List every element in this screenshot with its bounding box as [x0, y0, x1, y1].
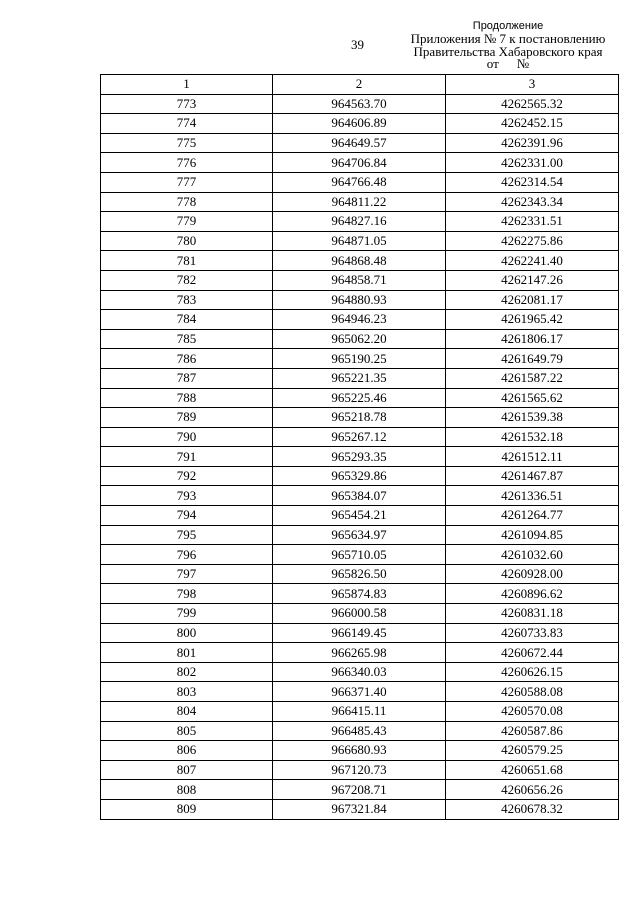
- table-row: [101, 212, 619, 232]
- y-coordinate-cell: 4260831.18: [446, 604, 619, 624]
- x-coordinate-cell: 964827.16: [273, 212, 446, 232]
- point-number-cell: 799: [101, 604, 273, 624]
- table-row: [101, 545, 619, 565]
- x-coordinate-cell: 966265.98: [273, 643, 446, 663]
- point-number-cell: 809: [101, 799, 273, 819]
- x-coordinate-cell: 966340.03: [273, 662, 446, 682]
- coordinates-table-body: [101, 75, 619, 820]
- header-from-label: от: [486, 56, 499, 71]
- y-coordinate-cell: 4260672.44: [446, 643, 619, 663]
- point-number-cell: 778: [101, 192, 273, 212]
- point-number-cell: 797: [101, 564, 273, 584]
- y-coordinate-cell: 4260579.25: [446, 741, 619, 761]
- point-number-cell: 800: [101, 623, 273, 643]
- table-row: [101, 662, 619, 682]
- point-number-cell: 782: [101, 270, 273, 290]
- y-coordinate-cell: 4261587.22: [446, 368, 619, 388]
- y-coordinate-cell: 4262314.54: [446, 172, 619, 192]
- x-coordinate-cell: 966680.93: [273, 741, 446, 761]
- y-coordinate-cell: 4260570.08: [446, 702, 619, 722]
- point-number-cell: 776: [101, 153, 273, 173]
- y-coordinate-cell: 4260656.26: [446, 780, 619, 800]
- x-coordinate-cell: 966371.40: [273, 682, 446, 702]
- table-row: [101, 623, 619, 643]
- x-coordinate-cell: 964766.48: [273, 172, 446, 192]
- x-coordinate-cell: 965218.78: [273, 408, 446, 428]
- y-coordinate-cell: 4262241.40: [446, 251, 619, 271]
- table-row: [101, 525, 619, 545]
- point-number-cell: 807: [101, 760, 273, 780]
- y-coordinate-cell: 4262331.51: [446, 212, 619, 232]
- appendix-header: [400, 20, 616, 70]
- y-coordinate-cell: 4262452.15: [446, 114, 619, 134]
- table-row: [101, 643, 619, 663]
- x-coordinate-cell: 965454.21: [273, 506, 446, 526]
- y-coordinate-cell: 4261965.42: [446, 310, 619, 330]
- coordinates-table: [100, 74, 619, 820]
- point-number-cell: 798: [101, 584, 273, 604]
- x-coordinate-cell: 964871.05: [273, 231, 446, 251]
- point-number-cell: 808: [101, 780, 273, 800]
- header-government-line: Правительства Хабаровского края: [413, 43, 603, 59]
- y-coordinate-cell: 4262391.96: [446, 133, 619, 153]
- point-number-cell: 788: [101, 388, 273, 408]
- x-coordinate-cell: 965826.50: [273, 564, 446, 584]
- y-coordinate-cell: 4261467.87: [446, 466, 619, 486]
- point-number-cell: 806: [101, 741, 273, 761]
- table-row: [101, 702, 619, 722]
- table-row: [101, 604, 619, 624]
- point-number-cell: 783: [101, 290, 273, 310]
- table-row: [101, 741, 619, 761]
- y-coordinate-cell: 4261806.17: [446, 329, 619, 349]
- point-number-cell: 773: [101, 94, 273, 114]
- y-coordinate-cell: 4261539.38: [446, 408, 619, 428]
- table-row: [101, 447, 619, 467]
- x-coordinate-cell: 965062.20: [273, 329, 446, 349]
- x-coordinate-cell: 966149.45: [273, 623, 446, 643]
- point-number-cell: 803: [101, 682, 273, 702]
- x-coordinate-cell: 966000.58: [273, 604, 446, 624]
- point-number-cell: 787: [101, 368, 273, 388]
- table-row: [101, 682, 619, 702]
- x-coordinate-cell: 964606.89: [273, 114, 446, 134]
- point-number-cell: 801: [101, 643, 273, 663]
- x-coordinate-cell: 967321.84: [273, 799, 446, 819]
- y-coordinate-cell: 4261512.11: [446, 447, 619, 467]
- point-number-cell: 805: [101, 721, 273, 741]
- point-number-cell: 784: [101, 310, 273, 330]
- y-coordinate-cell: 4260588.08: [446, 682, 619, 702]
- table-row: [101, 329, 619, 349]
- y-coordinate-cell: 4261649.79: [446, 349, 619, 369]
- x-coordinate-cell: 964880.93: [273, 290, 446, 310]
- table-row: [101, 506, 619, 526]
- point-number-cell: 793: [101, 486, 273, 506]
- point-number-cell: 802: [101, 662, 273, 682]
- table-row: [101, 721, 619, 741]
- y-coordinate-cell: 4261032.60: [446, 545, 619, 565]
- point-number-cell: 775: [101, 133, 273, 153]
- point-number-cell: 794: [101, 506, 273, 526]
- column-header-2: 2: [273, 75, 446, 95]
- table-row: [101, 760, 619, 780]
- y-coordinate-cell: 4260928.00: [446, 564, 619, 584]
- table-row: [101, 368, 619, 388]
- table-row: [101, 780, 619, 800]
- point-number-cell: 795: [101, 525, 273, 545]
- x-coordinate-cell: 965874.83: [273, 584, 446, 604]
- x-coordinate-cell: 964811.22: [273, 192, 446, 212]
- table-row: [101, 270, 619, 290]
- table-row: [101, 153, 619, 173]
- y-coordinate-cell: 4262275.86: [446, 231, 619, 251]
- table-row: [101, 466, 619, 486]
- y-coordinate-cell: 4262147.26: [446, 270, 619, 290]
- x-coordinate-cell: 965190.25: [273, 349, 446, 369]
- x-coordinate-cell: 964868.48: [273, 251, 446, 271]
- point-number-cell: 786: [101, 349, 273, 369]
- y-coordinate-cell: 4262081.17: [446, 290, 619, 310]
- table-header-row: [101, 75, 619, 95]
- table-row: [101, 388, 619, 408]
- y-coordinate-cell: 4260626.15: [446, 662, 619, 682]
- point-number-cell: 780: [101, 231, 273, 251]
- point-number-cell: 774: [101, 114, 273, 134]
- point-number-cell: 792: [101, 466, 273, 486]
- point-number-cell: 790: [101, 427, 273, 447]
- x-coordinate-cell: 964706.84: [273, 153, 446, 173]
- header-continuation: Продолжение: [472, 20, 544, 32]
- y-coordinate-cell: 4261565.62: [446, 388, 619, 408]
- x-coordinate-cell: 965384.07: [273, 486, 446, 506]
- x-coordinate-cell: 967208.71: [273, 780, 446, 800]
- x-coordinate-cell: 964946.23: [273, 310, 446, 330]
- table-row: [101, 799, 619, 819]
- x-coordinate-cell: 967120.73: [273, 760, 446, 780]
- x-coordinate-cell: 965293.35: [273, 447, 446, 467]
- y-coordinate-cell: 4261094.85: [446, 525, 619, 545]
- point-number-cell: 796: [101, 545, 273, 565]
- table-row: [101, 114, 619, 134]
- table-row: [101, 94, 619, 114]
- point-number-cell: 791: [101, 447, 273, 467]
- header-number-label: №: [516, 56, 530, 71]
- x-coordinate-cell: 964563.70: [273, 94, 446, 114]
- y-coordinate-cell: 4260678.32: [446, 799, 619, 819]
- column-header-1: 1: [101, 75, 273, 95]
- header-date-number-line: [400, 58, 616, 70]
- x-coordinate-cell: 966485.43: [273, 721, 446, 741]
- x-coordinate-cell: 965710.05: [273, 545, 446, 565]
- table-row: [101, 408, 619, 428]
- point-number-cell: 779: [101, 212, 273, 232]
- y-coordinate-cell: 4260733.83: [446, 623, 619, 643]
- y-coordinate-cell: 4262565.32: [446, 94, 619, 114]
- table-row: [101, 584, 619, 604]
- x-coordinate-cell: 964858.71: [273, 270, 446, 290]
- column-header-3: 3: [446, 75, 619, 95]
- x-coordinate-cell: 965225.46: [273, 388, 446, 408]
- x-coordinate-cell: 965267.12: [273, 427, 446, 447]
- table-row: [101, 486, 619, 506]
- y-coordinate-cell: 4261264.77: [446, 506, 619, 526]
- table-row: [101, 349, 619, 369]
- page-number: 39: [351, 37, 364, 52]
- y-coordinate-cell: 4261532.18: [446, 427, 619, 447]
- y-coordinate-cell: 4260587.86: [446, 721, 619, 741]
- y-coordinate-cell: 4261336.51: [446, 486, 619, 506]
- y-coordinate-cell: 4260896.62: [446, 584, 619, 604]
- x-coordinate-cell: 964649.57: [273, 133, 446, 153]
- table-row: [101, 192, 619, 212]
- table-row: [101, 427, 619, 447]
- table-row: [101, 133, 619, 153]
- x-coordinate-cell: 965329.86: [273, 466, 446, 486]
- y-coordinate-cell: 4262343.34: [446, 192, 619, 212]
- x-coordinate-cell: 965634.97: [273, 525, 446, 545]
- table-row: [101, 564, 619, 584]
- y-coordinate-cell: 4260651.68: [446, 760, 619, 780]
- table-row: [101, 290, 619, 310]
- table-row: [101, 231, 619, 251]
- table-row: [101, 251, 619, 271]
- point-number-cell: 789: [101, 408, 273, 428]
- point-number-cell: 781: [101, 251, 273, 271]
- point-number-cell: 785: [101, 329, 273, 349]
- point-number-cell: 777: [101, 172, 273, 192]
- table-row: [101, 172, 619, 192]
- header-appendix-line: Приложения № 7 к постановлению: [410, 31, 606, 46]
- point-number-cell: 804: [101, 702, 273, 722]
- table-row: [101, 310, 619, 330]
- x-coordinate-cell: 966415.11: [273, 702, 446, 722]
- y-coordinate-cell: 4262331.00: [446, 153, 619, 173]
- x-coordinate-cell: 965221.35: [273, 368, 446, 388]
